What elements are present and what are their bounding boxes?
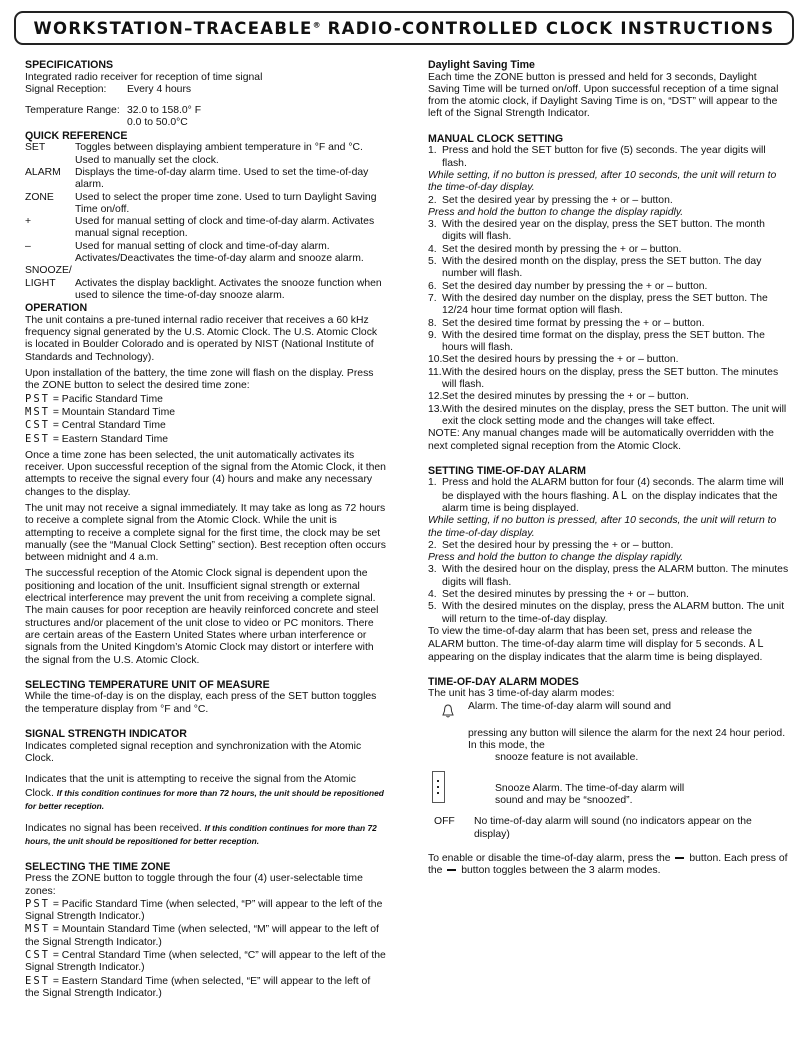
page-title: WORKSTATION–TRACEABLE® RADIO-CONTROLLED CLOCK INSTRUCTIONS [33, 18, 775, 38]
manual-setting-heading: MANUAL CLOCK SETTING [428, 132, 564, 145]
left-column: SPECIFICATIONS Integrated radio receiver for reception of time signal Signal Reception: Every 4 hours Temperature Range: 32.0 to 158.0° F 0.0 to 50.0°C QUICK REFERENCE SET Toggles between displaying ambient temperature in °F and °C. Used to manually set the clock. ALARM Displays the time-of-day alarm time. Used to set the time-of-day alarm. ZONE Used to select the proper time zone. Used to turn Daylight Saving Time on/off. + Used for manual setting of clock and time-of-day alarm. Activates manual signal reception. – Used for manual setting of clock and time-of-day alarm. Activates/Deactivates the time-of-day alarm and snooze alarm. SNOOZE/ LIGHT Activates the display backlight. Activates the snooze function when used to silence the time-of-day snooze alarm. OPERATION The unit contains a pre-tuned internal radio receiver that receives a 60 kHz frequency signal generated by the U.S. Atomic Clock. The U.S. Atomic Clock is located in Boulder Colorado and is operated by NIST (National Institute of Standards and Technology). Upon installation of the battery, the time zone will flash on the display. Press the ZONE button to select the desired time zone: PST = Pacific Standard Time MST = Mountain Standard Time CST = Central Standard Time EST = Eastern Standard Time Once a time zone has been selected, the unit automatically activates its receiver. Upon successful reception of the signal from the Atomic Clock, it then attempts to receive the signal every four (4) hours and make any necessary changes to the display. The unit may not receive a signal immediately. It may take as long as 72 hours to receive a complete signal from the Atomic Clock. While the unit is attempting to receive a complete signal for the first time, the clock may be set manually (see the “Manual Clock Setting” section). Best reception often occurs between midnight and 4 a.m. The successful reception of the Atomic Clock signal is dependent upon the positioning and location of the unit. Insufficient signal strength or external electrical interference may prevent the unit from receiving a complete signal. The main causes for poor reception are heavily reinforced concrete and steel structures and/or placement of the unit close to video or PC monitors. There are certain areas of the Eastern United States where urban interference or signals from the United Kingdom’s Atomic Clock may distort or interfere with the signal from the U.S. Atomic Clock. SELECTING TEMPERATURE UNIT OF MEASURE While the time-of-day is on the display, each press of the SET button toggles the temperature display from °F and °C. SIGNAL STRENGTH INDICATOR Indicates completed signal reception and synchronization with the Atomic Clock. Indicates that the unit is attempting to receive the signal from the Atomic Clock. If this condition continues for more than 72 hours, the unit should be repositioned for better reception. Indicates no signal has been received. If this condition continues for more than 72 hours, the unit should be repositioned for better reception. SELECTING THE TIME ZONE Press the ZONE button to toggle through the four (4) user-selectable time zones: PST = Pacific Standard Time (when selected, “P” will appear to the left of the Signal Strength Indicator.) MST = Mountain Standard Time (when selected, “M” will appear to the left of the Signal Strength Indicator.) CST = Central Standard Time (when selected, “C” will appear to the left of the Signal Strength Indicator.) EST = Eastern Standard Time (when selected, “E” will appear to the left of the Signal Strength Indicator.) [25, 59, 386, 999]
operation-heading: OPERATION [25, 302, 88, 315]
qr-alarm: ALARM Displays the time-of-day alarm time. Used to set the time-of-day alarm. [25, 166, 369, 191]
qr-minus: – Used for manual setting of clock and time-of-day alarm. Activates/Deactivates the time-of-day alarm and snooze alarm. [25, 240, 364, 265]
alarm-setting-heading: SETTING TIME-OF-DAY ALARM [428, 464, 586, 477]
specifications-heading: SPECIFICATIONS [25, 59, 114, 71]
time-zone-heading: SELECTING THE TIME ZONE [25, 860, 171, 873]
bell-icon [440, 703, 456, 719]
snooze-icon [432, 771, 445, 803]
alarm-mode-snooze: Snooze Alarm. The time-of-day alarm will sound and may be “snoozed”. [428, 769, 790, 808]
temp-unit-heading: SELECTING TEMPERATURE UNIT OF MEASURE [25, 678, 270, 691]
qr-plus: + Used for manual setting of clock and time-of-day alarm. Activates manual signal reception. [25, 216, 375, 240]
dst-heading: Daylight Saving Time [428, 59, 535, 71]
alarm-toggle-text: To enable or disable the time-of-day alarm, press the button. Each press of the button toggles between the 3 alarm modes. [428, 852, 788, 877]
right-column: Daylight Saving Time Each time the ZONE button is pressed and held for 3 seconds, Daylight Saving Time will be turned on/off. Upon successful reception of a time signal from the atomic clock, if Daylight Saving Time is on, “DST” will appear to the left of the Signal Strength Indicator. MANUAL CLOCK SETTING 1. Press and hold the SET button for five (5) seconds. The year digits will flash. While setting, if no button is pressed, after 10 seconds, the unit will return to the time-of-day display. 2. Set the desired year by pressing the + or – button. Press and hold the button to change the display rapidly. 3. With the desired year on the display, press the SET button. The month digits will flash. 4. Set the desired month by pressing the + or – button. 5. With the desired month on the display, press the SET button. The day number will flash. 6. Set the desired day number by pressing the + or – button. 7. With the desired day number on the display, press the SET button. The 12/24 hour time format option will flash. 8. Set the desired time format by pressing the + or – button. 9. With the desired time format on the display, press the SET button. The hours will flash. 10. Set the desired hours by pressing the + or – button. 11. With the desired hours on the display, press the SET button. The minutes will flash. 12. Set the desired minutes by pressing the + or – button. 13. With the desired minutes on the display, press the SET button. The unit will exit the clock setting mode and the changes will take effect. NOTE: Any manual changes made will be automatically overridden with the next completed signal reception from the Atomic Clock. SETTING TIME-OF-DAY ALARM 1. Press and hold the ALARM button for four (4) seconds. The alarm time will be displayed with the hours flashing. AL on the display indicates that the alarm time is being displayed. While setting, if no button is pressed, after 10 seconds, the unit will return to the time-of-day display. 2. Set the desired hour by pressing the + or – button. Press and hold the button to change the display rapidly. 3. With the desired hour on the display, press the ALARM button. The minutes digits will flash. 4. Set the desired minutes by pressing the + or – button. 5. With the desired minutes on the display, press the ALARM button. The unit will return to the time-of-day display. To view the time-of-day alarm that has been set, press and release the ALARM button. The time-of-day alarm time will display for 5 seconds. AL appearing on the display indicates that the alarm time is being displayed. TIME-OF-DAY ALARM MODES The unit has 3 time-of-day alarm modes: Alarm. The time-of-day alarm will sound and pressing any button will silence the alarm for the next 24 hour period. In this mode, the snooze feature is not available. Snooze Alarm. The time-of-day alarm will sound and may be “snoozed”. OFF No time-of-day alarm will sound (no indicators appear on the display) To enable or disable the time-of-day alarm, press the button. Each press of the button toggles between the 3 alarm modes. [428, 59, 789, 877]
quick-reference-heading: QUICK REFERENCE [25, 129, 128, 142]
title-banner [14, 11, 794, 45]
signal-strength-heading: SIGNAL STRENGTH INDICATOR [25, 728, 187, 741]
alarm-mode-off: OFF No time-of-day alarm will sound (no indicators appear on the display) [434, 816, 752, 840]
minus-button-glyph [675, 857, 684, 859]
qr-set: SET Toggles between displaying ambient temperature in °F and °C. Used to manually set the clock. [25, 142, 363, 166]
alarm-mode-bell: Alarm. The time-of-day alarm will sound and [428, 701, 790, 719]
qr-zone: ZONE Used to select the proper time zone. Used to turn Daylight Saving Time on/off. [25, 191, 377, 215]
qr-snooze: LIGHT Activates the display backlight. Activates the snooze function when used to silence the time-of-day snooze alarm. [25, 277, 382, 301]
alarm-modes-heading: TIME-OF-DAY ALARM MODES [428, 675, 579, 688]
